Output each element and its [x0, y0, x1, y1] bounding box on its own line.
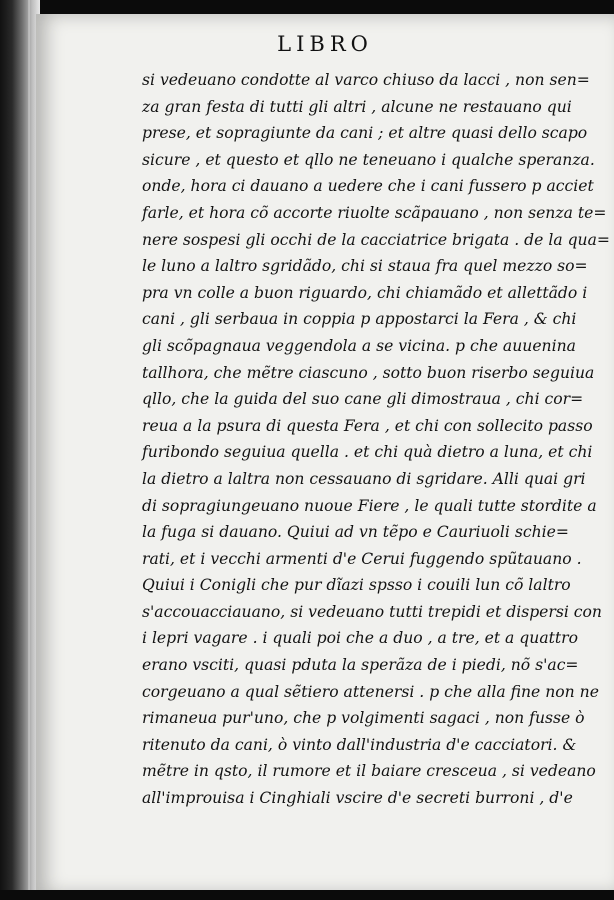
text-line: tallhora, che mẽtre ciascuno , sotto buon riserbo seguiua [142, 363, 595, 382]
text-line: ritenuto da cani, ò vinto dall'industria d'e cacciatori. & [142, 735, 577, 754]
text-block [142, 67, 610, 812]
text-line: si vedeuano condotte al varco chiuso da lacci , non sen= [142, 71, 590, 89]
text-line: cani , gli serbaua in coppia p appostarci la Fera , & chi [142, 310, 577, 329]
text-line: pra vn colle a buon riguardo, chi chiamãdo et allettãdo i [142, 283, 588, 302]
text-line: reua a la psura di questa Fera , et chi con sollecito passo [142, 416, 593, 435]
text-line: mẽtre in qsto, il rumore et il baiare cresceua , si vedeano [142, 762, 596, 781]
text-line: rati, et i vecchi armenti d'e Cerui fuggendo spũtauano . [142, 549, 582, 568]
text-line: qllo, che la guida del suo cane gli dimostraua , chi cor= [142, 390, 584, 409]
text-line: sicure , et questo et qllo ne teneuano i qualche speranza. [142, 150, 595, 169]
text-line: corgeuano a qual sẽtiero attenersi . p che alla fine non ne [142, 682, 599, 701]
text-line: za gran festa di tutti gli altri , alcune ne restauano qui [142, 97, 572, 116]
text-line: la fuga si dauano. Quiui ad vn tẽpo e Cauriuoli schie= [142, 523, 569, 542]
text-line: le luno a laltro sgridãdo, chi si staua fra quel mezzo so= [142, 257, 588, 276]
book-page [36, 14, 614, 894]
text-line: onde, hora ci dauano a uedere che i cani fussero p acciet [142, 177, 594, 196]
text-line: gli scõpagnaua veggendola a se vicina. p che auuenina [142, 336, 576, 355]
page-edge [28, 0, 30, 900]
text-line: nere sospesi gli occhi de la cacciatrice brigata . de la qua= [142, 230, 610, 249]
text-line: erano vsciti, quasi pduta la sperãza de i piedi, nõ s'ac= [142, 656, 579, 675]
text-line: furibondo seguiua quella . et chi quà dietro a luna, et chi [142, 443, 593, 462]
book-binding [0, 0, 40, 900]
scan-border [0, 890, 614, 900]
text-line: rimaneua pur'uno, che p volgimenti sagaci , non fusse ò [142, 709, 585, 728]
text-line: prese, et sopragiunte da cani ; et altre quasi dello scapo [142, 124, 588, 143]
text-line: s'accouacciauano, si vedeuano tutti trepidi et dispersi con [142, 602, 602, 621]
text-line: i lepri vagare . i quali poi che a duo , a tre, et a quattro [142, 629, 579, 648]
text-line: la dietro a laltra non cessauano di sgridare. Alli quai gri [142, 469, 586, 488]
text-line: di sopragiungeuano nuoue Fiere , le quali tutte stordite a [142, 496, 597, 515]
text-line: farle, et hora cõ accorte riuolte scãpauano , non senza te= [142, 203, 607, 222]
text-line: Quiui i Conigli che pur dĩazi spsso i couili lun cõ laltro [142, 576, 571, 595]
text-line: all'improuisa i Cinghiali vscire d'e secreti burroni , d'e [142, 789, 573, 808]
running-head: LIBRO [277, 32, 373, 56]
